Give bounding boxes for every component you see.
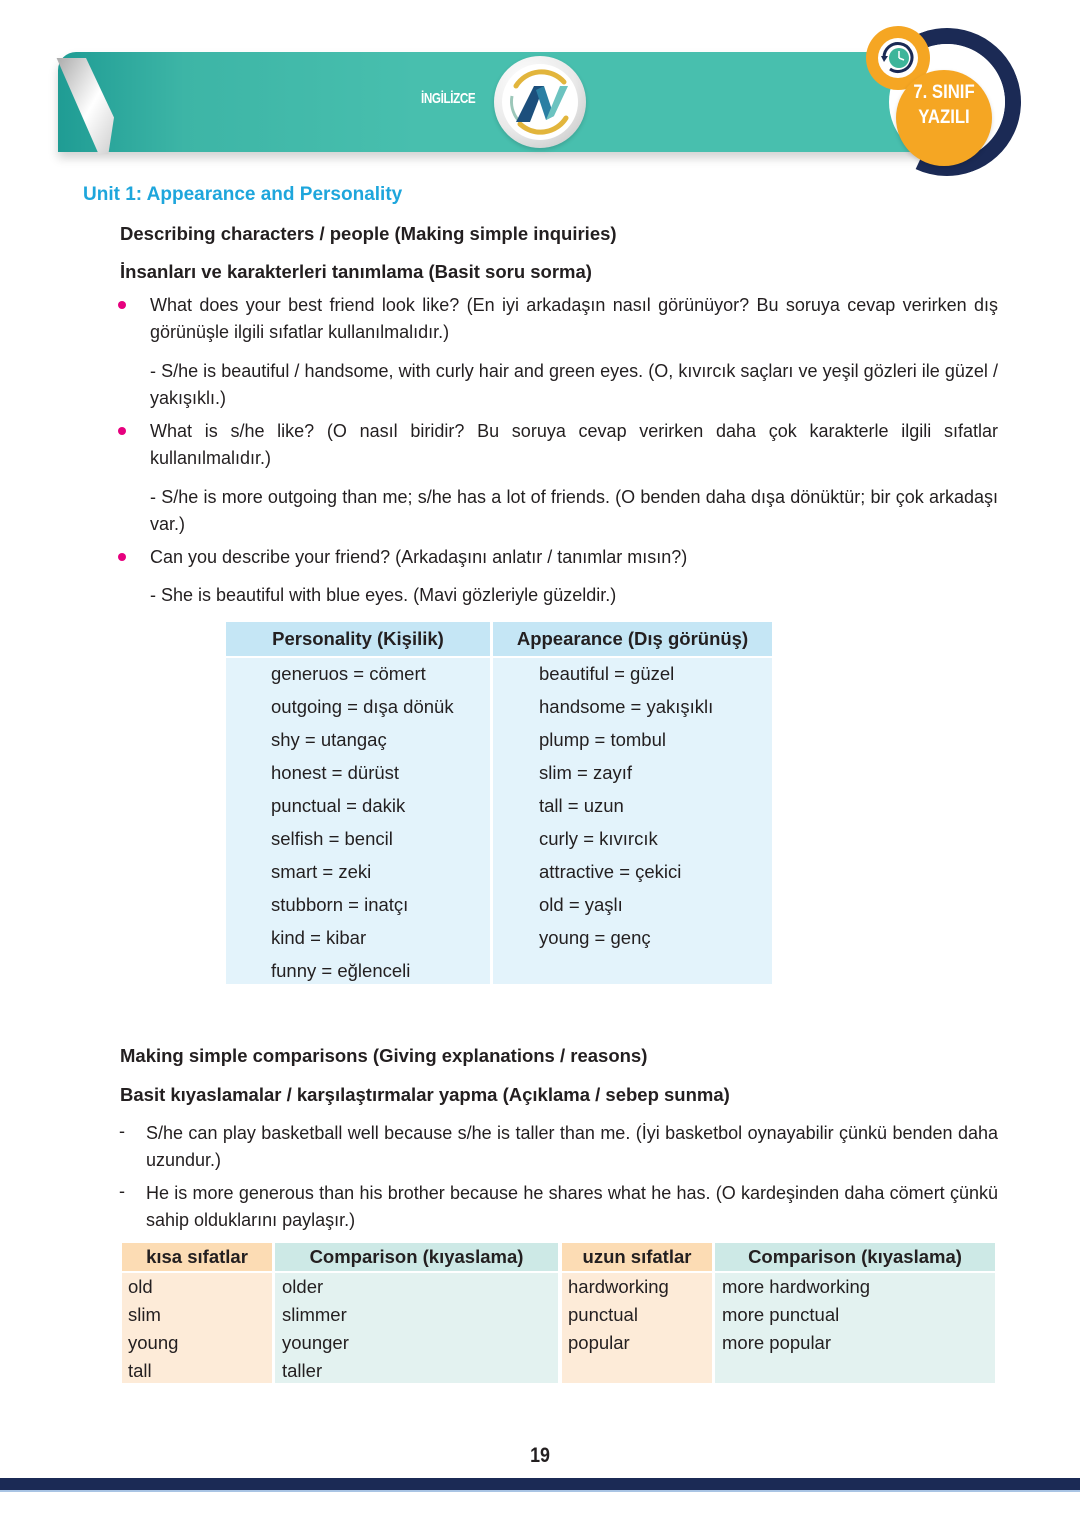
long-adjective: hardworking: [568, 1276, 669, 1297]
section1-heading-en: Describing characters / people (Making simple inquiries): [120, 223, 617, 244]
vocab-header-appearance: Appearance (Dış görünüş): [493, 622, 772, 656]
bullet-icon: [118, 427, 126, 435]
footer-line: [0, 1490, 1080, 1492]
av-logo-icon: [494, 56, 586, 148]
long-comparison: more punctual: [722, 1304, 840, 1325]
long-comparison: more popular: [722, 1332, 832, 1353]
short-adjective: old: [128, 1276, 153, 1297]
vocab-appearance-item: old = yaşlı: [539, 894, 623, 915]
vocab-header-personality: Personality (Kişilik): [226, 622, 490, 656]
short-comparison: younger: [282, 1332, 349, 1353]
comparison-example-1: S/he can play basketball well because s/he is taller than me. (İyi basketbol oynayabilir çünkü benden daha uzundur.): [146, 1123, 998, 1170]
vocab-appearance-item: beautiful = güzel: [539, 663, 675, 684]
vocab-appearance-item: tall = uzun: [539, 795, 624, 816]
short-comparison: slimmer: [282, 1304, 347, 1325]
question-1: What does your best friend look like? (En iyi arkadaşın nasıl görünüyor? Bu soruya cevap verirken dış görünüşle ilgili sıfatlar kullanılmalıdır.): [150, 295, 998, 342]
question-3: Can you describe your friend? (Arkadaşını anlatır / tanımlar mısın?): [150, 547, 688, 567]
vocab-personality-item: smart = zeki: [271, 861, 372, 882]
header-short-comparison: Comparison (kıyaslama): [275, 1243, 558, 1271]
bullet-icon: [118, 553, 126, 561]
vocab-appearance-item: attractive = çekici: [539, 861, 682, 882]
header-long-adjectives: uzun sıfatlar: [562, 1243, 712, 1271]
short-adjective: slim: [128, 1304, 161, 1325]
vocab-personality-item: outgoing = dışa dönük: [271, 696, 454, 717]
section2-heading-tr: Basit kıyaslamalar / karşılaştırmalar yapma (Açıklama / sebep sunma): [120, 1084, 730, 1105]
vocab-personality-item: kind = kibar: [271, 927, 367, 948]
header-short-adjectives: kısa sıfatlar: [122, 1243, 272, 1271]
short-adjective: young: [128, 1332, 179, 1353]
vocab-appearance-item: plump = tombul: [539, 729, 666, 750]
vocab-appearance-item: slim = zayıf: [539, 762, 633, 783]
answer-1: - S/he is beautiful / handsome, with curly hair and green eyes. (O, kıvırcık saçları ve yeşil gözleri ile güzel / yakışıklı.): [150, 361, 998, 408]
badge-line-1: 7. SINIF: [913, 82, 975, 103]
short-adjective: tall: [128, 1360, 152, 1381]
section2-heading-en: Making simple comparisons (Giving explanations / reasons): [120, 1045, 648, 1066]
vocab-personality-item: honest = dürüst: [271, 762, 400, 783]
page-number: 19: [530, 1444, 550, 1467]
vocab-appearance-item: young = genç: [539, 927, 651, 948]
long-adjective: punctual: [568, 1304, 638, 1325]
vocab-personality-item: stubborn = inatçı: [271, 894, 409, 915]
vocab-personality-item: selfish = bencil: [271, 828, 393, 849]
vocab-personality-item: funny = eğlenceli: [271, 960, 411, 981]
short-comparison: older: [282, 1276, 324, 1297]
grade-badge-text: [902, 80, 986, 130]
unit-title: Unit 1: Appearance and Personality: [83, 184, 403, 205]
answer-2: - S/he is more outgoing than me; s/he has a lot of friends. (O benden daha dışa dönüktür; bir çok arkadaşı var.): [150, 487, 998, 534]
dash-marker: -: [119, 1121, 125, 1141]
footer-bar: [0, 1478, 1080, 1490]
vocab-personality-item: shy = utangaç: [271, 729, 387, 750]
vocab-personality-item: generuos = cömert: [271, 663, 426, 684]
vocab-personality-item: punctual = dakik: [271, 795, 406, 816]
subject-label: İNGİLİZCE: [421, 90, 476, 107]
comparison-example-2: He is more generous than his brother because he shares what he has. (O kardeşinden daha cömert çünkü sahip olduklarını paylaşır.): [146, 1183, 998, 1230]
clock-icon: [878, 38, 918, 78]
bullet-icon: [118, 301, 126, 309]
long-comparison: more hardworking: [722, 1276, 871, 1297]
answer-3: - She is beautiful with blue eyes. (Mavi gözleriyle güzeldir.): [150, 585, 617, 605]
badge-line-2: YAZILI: [918, 107, 970, 128]
vocab-appearance-item: handsome = yakışıklı: [539, 696, 714, 717]
section1-heading-tr: İnsanları ve karakterleri tanımlama (Basit soru sorma): [120, 261, 592, 282]
question-2: What is s/he like? (O nasıl biridir? Bu soruya cevap verirken daha çok karakterle ilgili sıfatlar kullanılmalıdır.): [150, 421, 998, 468]
header-long-comparison: Comparison (kıyaslama): [715, 1243, 995, 1271]
vocab-appearance-item: curly = kıvırcık: [539, 828, 658, 849]
short-comparison: taller: [282, 1360, 323, 1381]
long-adjective: popular: [568, 1332, 630, 1353]
dash-marker: -: [119, 1181, 125, 1201]
